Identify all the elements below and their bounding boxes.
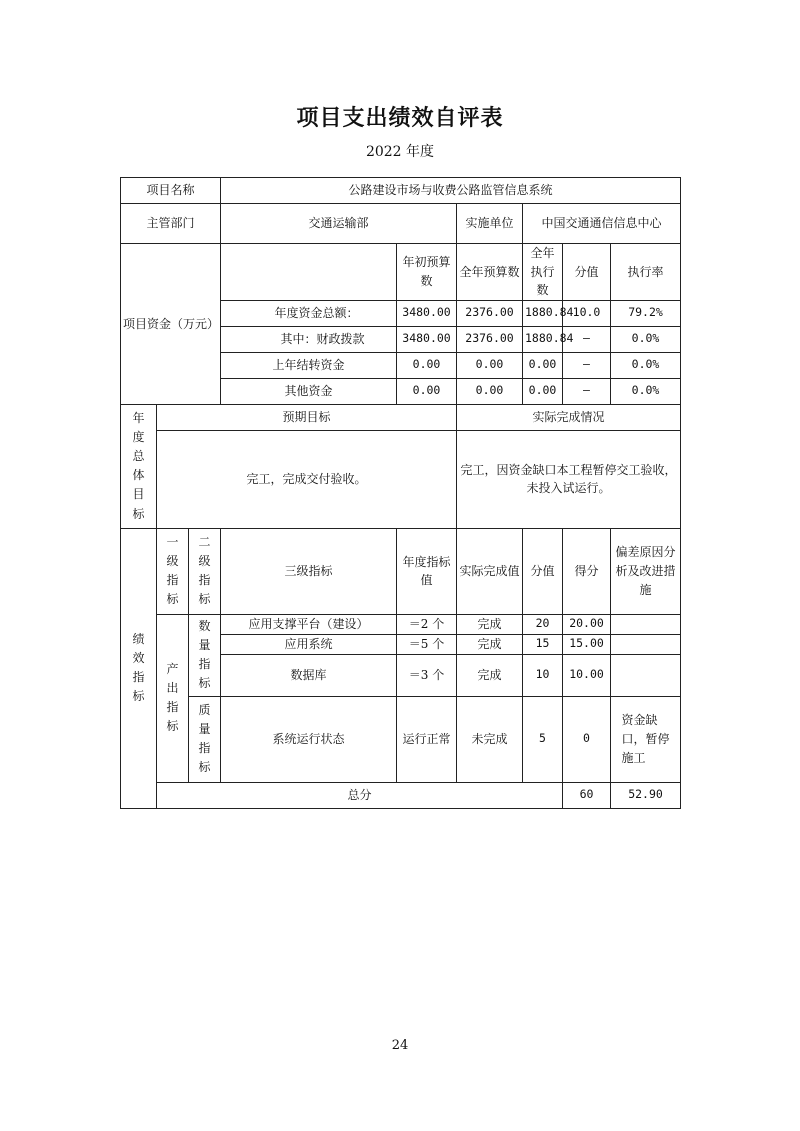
indicator-target: ＝3 个 (397, 654, 457, 696)
level3-header: 三级指标 (221, 528, 397, 614)
page-title: 项目支出绩效自评表 (296, 106, 504, 131)
funds-header-initial: 年初预算数 (397, 244, 457, 301)
level2-header-text: 二级指标 (198, 534, 211, 607)
indicator-target: ＝2 个 (397, 614, 457, 634)
total-got: 52.90 (611, 782, 681, 808)
funds-header-annual: 全年预算数 (457, 244, 523, 301)
funds-header-rate: 执行率 (611, 244, 681, 301)
row-funds-header (121, 244, 681, 301)
level1-output (157, 614, 189, 782)
row-perf-header (121, 528, 681, 614)
indicator-reason-text: 资金缺口，暂停施工 (621, 713, 670, 765)
indicator-got: 10.00 (563, 654, 611, 696)
row-indicator-4 (121, 696, 681, 782)
funds-cell: — (563, 378, 611, 404)
indicator-target: ＝5 个 (397, 634, 457, 654)
indicator-reason (611, 634, 681, 654)
funds-cell: 0.00 (457, 352, 523, 378)
indicator-reason (611, 696, 681, 782)
row-goals-header (121, 404, 681, 430)
annual-goal-label-text: 年度总体目标 (132, 410, 145, 521)
funds-cell: 0.00 (397, 352, 457, 378)
actual-header: 实际完成值 (457, 528, 523, 614)
funds-row-label: 其中：财政拨款 (221, 326, 397, 352)
funds-cell: 1880.84 (523, 300, 563, 326)
indicator-name: 系统运行状态 (221, 696, 397, 782)
funds-cell: — (563, 326, 611, 352)
level1-output-text: 产出指标 (166, 661, 179, 734)
dept-label: 主管部门 (121, 204, 221, 244)
target-header: 年度指标值 (397, 528, 457, 614)
expected-goal-header: 预期目标 (157, 404, 457, 430)
row-department (121, 204, 681, 244)
funds-cell: — (563, 352, 611, 378)
funds-cell: 0.00 (523, 378, 563, 404)
indicator-name: 数据库 (221, 654, 397, 696)
funds-cell: 79.2% (611, 300, 681, 326)
funds-cell: 2376.00 (457, 326, 523, 352)
funds-header-blank (221, 244, 397, 301)
project-name-value: 公路建设市场与收费公路监管信息系统 (221, 178, 681, 204)
funds-header-score: 分值 (563, 244, 611, 301)
indicator-reason (611, 614, 681, 634)
indicator-actual: 完成 (457, 654, 523, 696)
indicator-target (397, 696, 457, 782)
level2-quality-text: 质量指标 (198, 702, 211, 775)
score-header: 分值 (523, 528, 563, 614)
indicator-score: 20 (523, 614, 563, 634)
funds-cell: 0.00 (457, 378, 523, 404)
funds-cell: 2376.00 (457, 300, 523, 326)
indicator-got: 0 (563, 696, 611, 782)
indicator-actual: 完成 (457, 614, 523, 634)
year-subtitle: 2022 年度 (365, 144, 435, 160)
dept-value: 交通运输部 (221, 204, 457, 244)
funds-cell: 3480.00 (397, 326, 457, 352)
funds-row-label: 其他资金 (221, 378, 397, 404)
impl-unit-label: 实施单位 (457, 204, 523, 244)
indicator-actual: 完成 (457, 634, 523, 654)
level1-header-text: 一级指标 (166, 534, 179, 607)
indicator-actual: 未完成 (457, 696, 523, 782)
annual-goal-label (121, 404, 157, 528)
row-project-name (121, 178, 681, 204)
level2-quality (189, 696, 221, 782)
indicator-score: 10 (523, 654, 563, 696)
indicator-name: 应用支撑平台（建设） (221, 614, 397, 634)
actual-result-header: 实际完成情况 (457, 404, 681, 430)
total-label: 总分 (157, 782, 563, 808)
perf-indicator-label-text: 绩效指标 (132, 631, 145, 704)
row-goals-content (121, 430, 681, 528)
level2-quantity (189, 614, 221, 696)
page-number: 24 (391, 1038, 409, 1053)
indicator-got: 20.00 (563, 614, 611, 634)
funds-cell: 0.00 (523, 352, 563, 378)
funds-cell: 0.0% (611, 378, 681, 404)
funds-cell: 1880.84 (523, 326, 563, 352)
actual-result-text: 完工，因资金缺口本工程暂停交工验收，未投入试运行。 (457, 430, 681, 528)
funds-row-label: 上年结转资金 (221, 352, 397, 378)
indicator-target-text: 运行正常 (402, 731, 451, 746)
expected-goal-text: 完工，完成交付验收。 (157, 430, 457, 528)
got-header: 得分 (563, 528, 611, 614)
impl-unit-value: 中国交通通信信息中心 (523, 204, 681, 244)
indicator-score: 15 (523, 634, 563, 654)
funds-cell: 0.00 (397, 378, 457, 404)
indicator-name: 应用系统 (221, 634, 397, 654)
level1-header (157, 528, 189, 614)
row-indicator-1 (121, 614, 681, 634)
performance-table (120, 177, 681, 809)
row-total (121, 782, 681, 808)
funds-header-executed: 全年执行数 (523, 244, 563, 301)
indicator-reason (611, 654, 681, 696)
reason-header: 偏差原因分析及改进措施 (611, 528, 681, 614)
level2-header (189, 528, 221, 614)
perf-indicator-label (121, 528, 157, 808)
indicator-got: 15.00 (563, 634, 611, 654)
indicator-score: 5 (523, 696, 563, 782)
funds-cell: 0.0% (611, 352, 681, 378)
level2-quantity-text: 数量指标 (198, 618, 211, 691)
funds-row-label: 年度资金总额： (221, 300, 397, 326)
funds-cell: 10.0 (563, 300, 611, 326)
total-score: 60 (563, 782, 611, 808)
funds-label: 项目资金（万元） (121, 244, 221, 405)
funds-cell: 3480.00 (397, 300, 457, 326)
funds-cell: 0.0% (611, 326, 681, 352)
project-name-label: 项目名称 (121, 178, 221, 204)
